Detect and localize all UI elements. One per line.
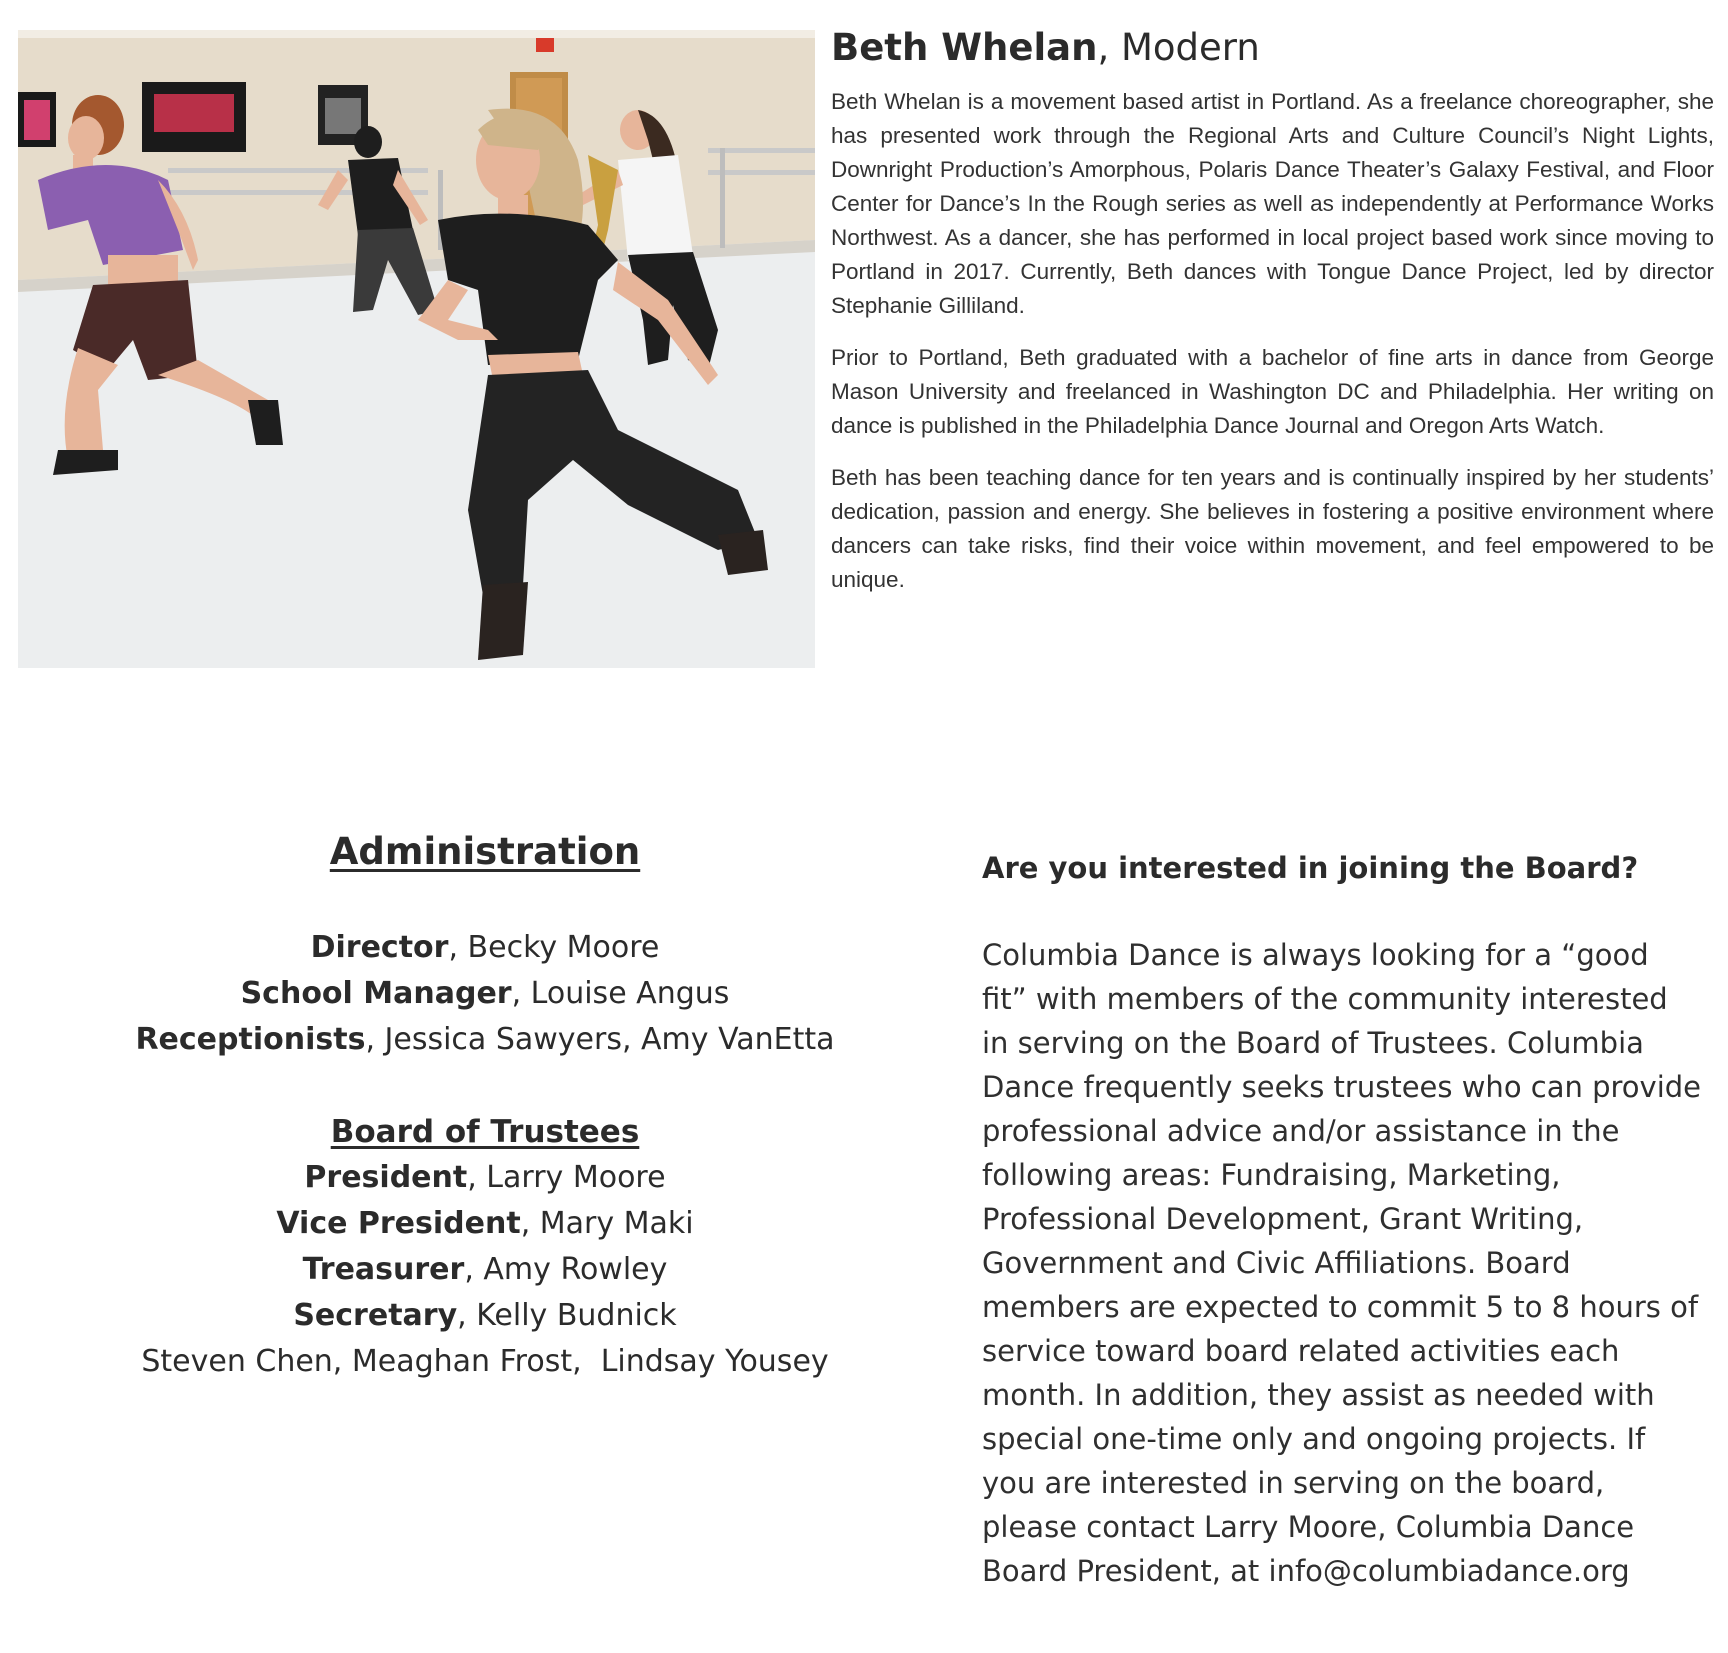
board-names: Kelly Budnick bbox=[476, 1298, 677, 1333]
board-role: Secretary bbox=[293, 1298, 458, 1333]
dance-class-photo bbox=[18, 30, 815, 668]
join-board-section bbox=[982, 851, 1702, 1593]
instructor-style: Modern bbox=[1120, 26, 1260, 69]
board-role: President bbox=[304, 1160, 468, 1195]
staff-names: Jessica Sawyers, Amy VanEtta bbox=[384, 1022, 835, 1057]
exit-sign bbox=[536, 38, 554, 52]
board-row: Secretary, Kelly Budnick bbox=[293, 1298, 677, 1333]
staff-role: Director bbox=[310, 930, 449, 965]
bio-paragraph: Beth Whelan is a movement based artist in Portland. As a freelance choreographer, she has presented work through the Regional Arts and Culture Council’s Night Lights, Downright Production’s Amorphous, Polaris Dance Theater’s Galaxy Festival, and Floor Center for Dance’s In the Rough series as well as independently at Performance Works Northwest. As a dancer, she has performed in local project based work since moving to Portland in 2017. Currently, Beth dances with Tongue Dance Project, led by director Stephanie Gilliland. bbox=[831, 89, 1714, 318]
instructor-heading: Beth Whelan, Modern bbox=[831, 26, 1260, 69]
bio-paragraph: Beth has been teaching dance for ten years and is continually inspired by her students’ dedication, passion and energy. She believes in fostering a positive environment where dancers can take risks, find their voice within movement, and feel empowered to be unique. bbox=[831, 465, 1714, 592]
board-row: President, Larry Moore bbox=[304, 1160, 666, 1195]
dance-class-illustration bbox=[18, 30, 815, 668]
board-role: Treasurer bbox=[302, 1252, 465, 1287]
board-role: Vice President bbox=[276, 1206, 521, 1241]
spacer bbox=[110, 1063, 860, 1109]
staff-role: Receptionists bbox=[135, 1022, 366, 1057]
board-row: Vice President, Mary Maki bbox=[276, 1206, 694, 1241]
board-members: Steven Chen, Meaghan Frost, Lindsay Yousey bbox=[141, 1344, 829, 1379]
staff-names: Becky Moore bbox=[467, 930, 660, 965]
board-names: Larry Moore bbox=[486, 1160, 666, 1195]
join-body: Columbia Dance is always looking for a “good fit” with members of the community interested in serving on the Board of Trustees. Columbia Dance frequently seeks trustees who can provide professional advice and/or assistance in the following areas: Fundraising, Marketing, Professional Development, Grant Writing, Government and Civic Affiliations. Board members are expected to commit 5 to 8 hours of service toward board related activities each month. In addition, they assist as needed with special one-time only and ongoing projects. If you are interested in serving on the board, please contact Larry Moore, Columbia Dance Board President, at info@columbiadance.org bbox=[982, 938, 1701, 1588]
administration-section bbox=[110, 830, 860, 1385]
board-heading: Board of Trustees bbox=[330, 1114, 640, 1150]
join-heading: Are you interested in joining the Board? bbox=[982, 851, 1639, 885]
board-row: Treasurer, Amy Rowley bbox=[302, 1252, 668, 1287]
staff-names: Louise Angus bbox=[530, 976, 730, 1011]
staff-row: Receptionists, Jessica Sawyers, Amy VanEtta bbox=[135, 1022, 835, 1057]
board-names: Mary Maki bbox=[539, 1206, 694, 1241]
administration-heading: Administration bbox=[329, 830, 641, 873]
instructor-bio bbox=[831, 26, 1714, 615]
staff-role: School Manager bbox=[240, 976, 512, 1011]
bio-paragraph: Prior to Portland, Beth graduated with a bachelor of fine arts in dance from George Mason University and freelanced in Washington DC and Philadelphia. Her writing on dance is published in the Philadelphia Dance Journal and Oregon Arts Watch. bbox=[831, 345, 1714, 438]
board-names: Amy Rowley bbox=[483, 1252, 668, 1287]
instructor-name: Beth Whelan bbox=[831, 26, 1098, 69]
staff-row: Director, Becky Moore bbox=[310, 930, 660, 965]
staff-row: School Manager, Louise Angus bbox=[240, 976, 730, 1011]
